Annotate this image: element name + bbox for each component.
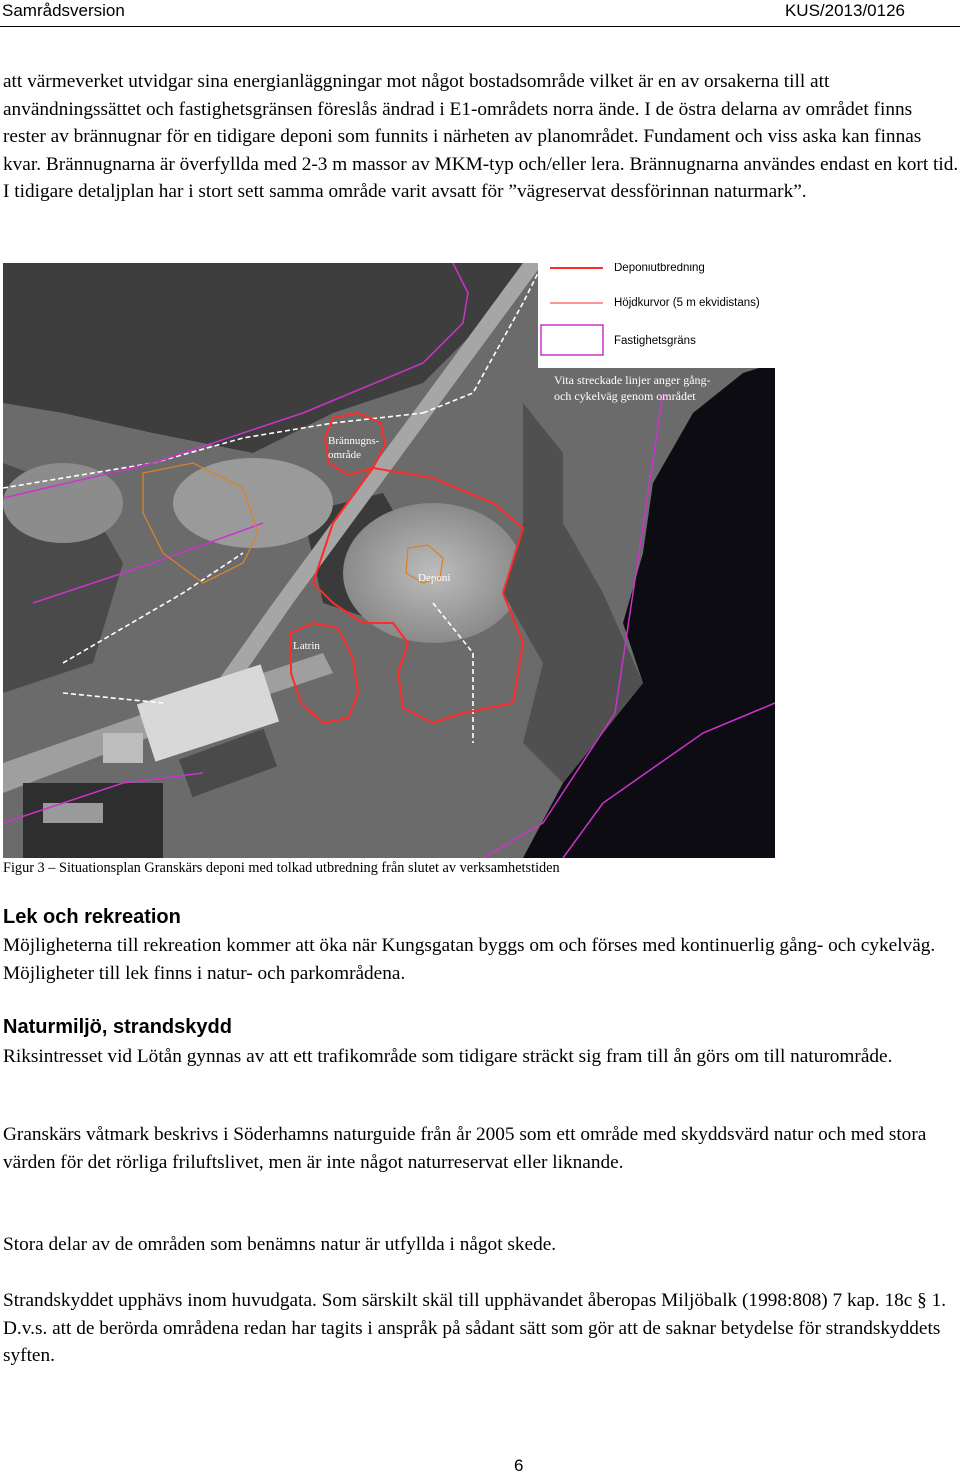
section-heading-nature: Naturmiljö, strandskydd	[3, 1016, 232, 1038]
legend-contour-label: Höjdkurvor (5 m ekvidistans)	[614, 297, 760, 309]
nature-paragraph-3: Stora delar av de områden som benämns natur är utfyllda i något skede.	[3, 1234, 557, 1255]
nature-paragraph-2: Granskärs våtmark beskrivs i Söderhamns naturguide från år 2005 som ett område med skyddsvärd natur och med stora värden för det rörliga friluftslivet, men är inte något naturreservat eller liknande.	[3, 1124, 927, 1173]
nature-paragraph-4: Strandskyddet upphävs inom huvudgata. Som särskilt skäl till upphävandet åberopas Miljöbalk (1998:808) 7 kap. 18c § 1. D.v.s. att de berörda områdena redan har tagits i anspråk på sådant sätt som gör att de saknar betydelse för strandskyddets syften.	[3, 1290, 947, 1366]
nature-paragraph-1: Riksintresset vid Lötån gynnas av att ett trafikområde som tidigare sträckt sig fram till ån görs om till naturområde.	[3, 1046, 893, 1067]
legend-deposit-label: Deponiutbredning	[614, 263, 705, 274]
header-version: Samrådsversion	[2, 1, 125, 20]
label-brannugnsomrade-2: område	[328, 449, 361, 461]
label-deponi: Deponi	[418, 572, 451, 584]
map-legend	[538, 263, 775, 368]
header-rule	[0, 26, 960, 27]
map-note-line1: Vita streckade linjer anger gång-	[554, 373, 711, 387]
figure-caption: Figur 3 – Situationsplan Granskärs deponi med tolkad utbredning från slutet av verksamhetstiden	[3, 860, 560, 876]
legend-property-label: Fastighetsgräns	[614, 335, 696, 347]
page-header	[0, 0, 960, 22]
header-reference: KUS/2013/0126	[784, 1, 905, 20]
intro-paragraph: att värmeverket utvidgar sina energianläggningar mot något bostadsområde vilket är en av orsakerna till att användningssättet och fastighetsgränsen föreslås ändrad i E1-områdets norra ände. I de östra delarna av området finns rester av brännugnar för en tidigare deponi som funnits i närheten av planområdet. Fundament och viss aska kan finnas kvar. Brännugnarna är överfyllda med 2-3 m massor av MKM-typ och/eller lera. Brännugnarna användes endast en kort tid. I tidigare detaljplan har i stort sett samma område varit avsatt för ”vägreservat dessförinnan naturmark”.	[3, 71, 959, 202]
label-brannugnsomrade-1: Brännugns-	[328, 435, 380, 447]
map-note-line2: och cykelväg genom området	[554, 389, 696, 403]
label-latrin: Latrin	[293, 640, 320, 652]
recreation-paragraph: Möjligheterna till rekreation kommer att öka när Kungsgatan byggs om och förses med kontinuerlig gång- och cykelväg. Möjligheter till lek finns i natur- och parkområdena.	[3, 935, 936, 984]
page-number: 6	[514, 1456, 524, 1475]
section-heading-recreation: Lek och rekreation	[3, 906, 181, 928]
site-plan-figure	[3, 263, 775, 858]
